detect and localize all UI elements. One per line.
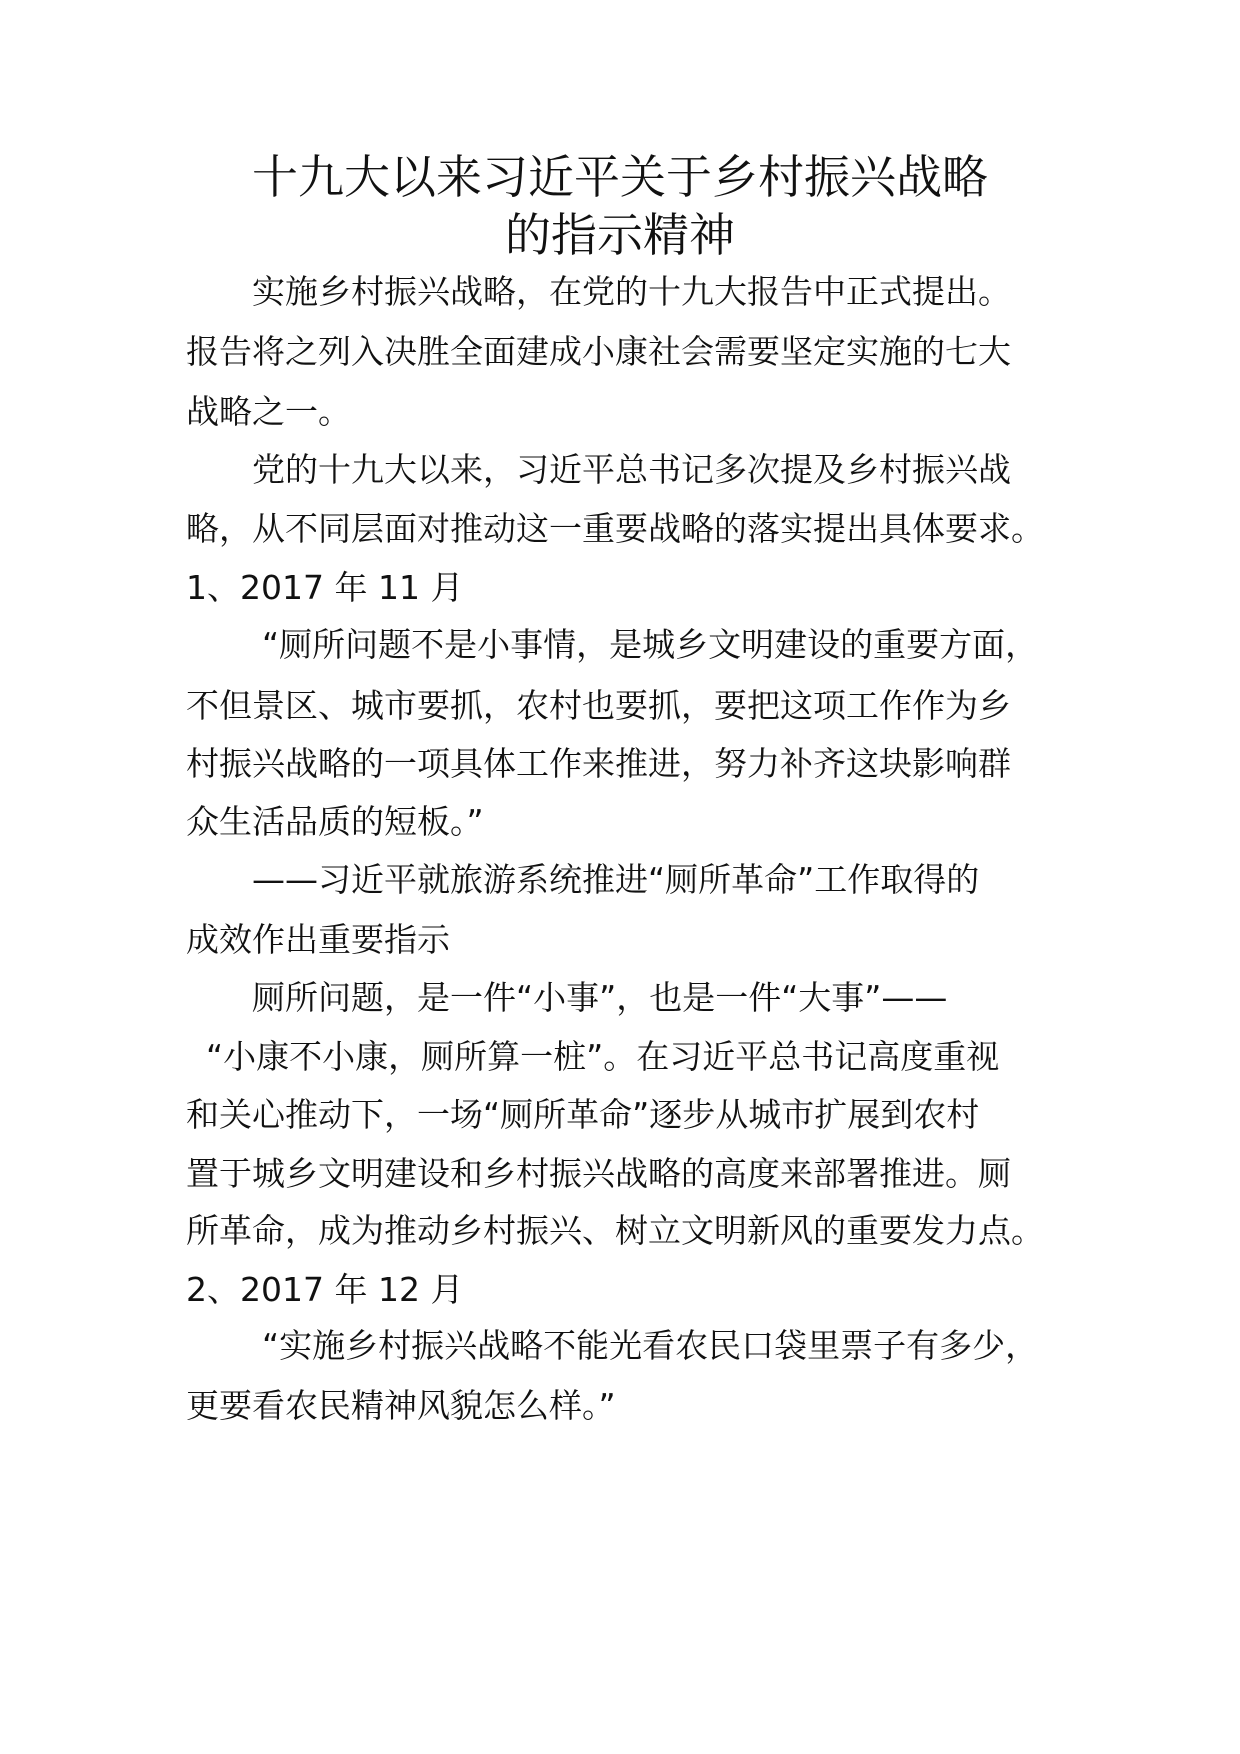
section-heading: 1、2017 年 11 月	[186, 568, 464, 607]
attribution-line: ——习近平就旅游系统推进“厕所革命”工作取得的	[252, 860, 980, 899]
quote-line: 村振兴战略的一项具体工作来推进，努力补齐这块影响群	[186, 744, 1011, 783]
quote-line: 不但景区、城市要抓，农村也要抓，要把这项工作作为乡	[186, 686, 1011, 725]
quote-line: 众生活品质的短板。”	[186, 802, 484, 841]
body-line: 置于城乡文明建设和乡村振兴战略的高度来部署推进。厕	[186, 1154, 1011, 1193]
body-line: 略，从不同层面对推动这一重要战略的落实提出具体要求。	[186, 509, 1044, 548]
attribution-line: 成效作出重要指示	[186, 920, 450, 959]
body-line: 和关心推动下，一场“厕所革命”逐步从城市扩展到农村	[186, 1095, 980, 1134]
quote-line: “实施乡村振兴战略不能光看农民口袋里票子有多少，	[262, 1326, 1039, 1365]
body-line: 厕所问题，是一件“小事”，也是一件“大事”——	[252, 978, 948, 1017]
quote-line: 更要看农民精神风貌怎么样。”	[186, 1386, 616, 1425]
body-line: 报告将之列入决胜全面建成小康社会需要坚定实施的七大	[186, 332, 1011, 371]
body-line: 实施乡村振兴战略，在党的十九大报告中正式提出。	[252, 272, 1011, 311]
section-heading: 2、2017 年 12 月	[186, 1270, 464, 1309]
body-line: 所革命，成为推动乡村振兴、树立文明新风的重要发力点。	[186, 1211, 1044, 1250]
body-line: “小康不小康，厕所算一桩”。在习近平总书记高度重视	[206, 1037, 1000, 1076]
quote-line: “厕所问题不是小事情，是城乡文明建设的重要方面，	[262, 625, 1039, 664]
body-line: 战略之一。	[186, 392, 351, 431]
document-title-line-2: 的指示精神	[505, 208, 735, 262]
body-line: 党的十九大以来，习近平总书记多次提及乡村振兴战	[252, 450, 1011, 489]
document-title-line-1: 十九大以来习近平关于乡村振兴战略	[252, 150, 988, 204]
